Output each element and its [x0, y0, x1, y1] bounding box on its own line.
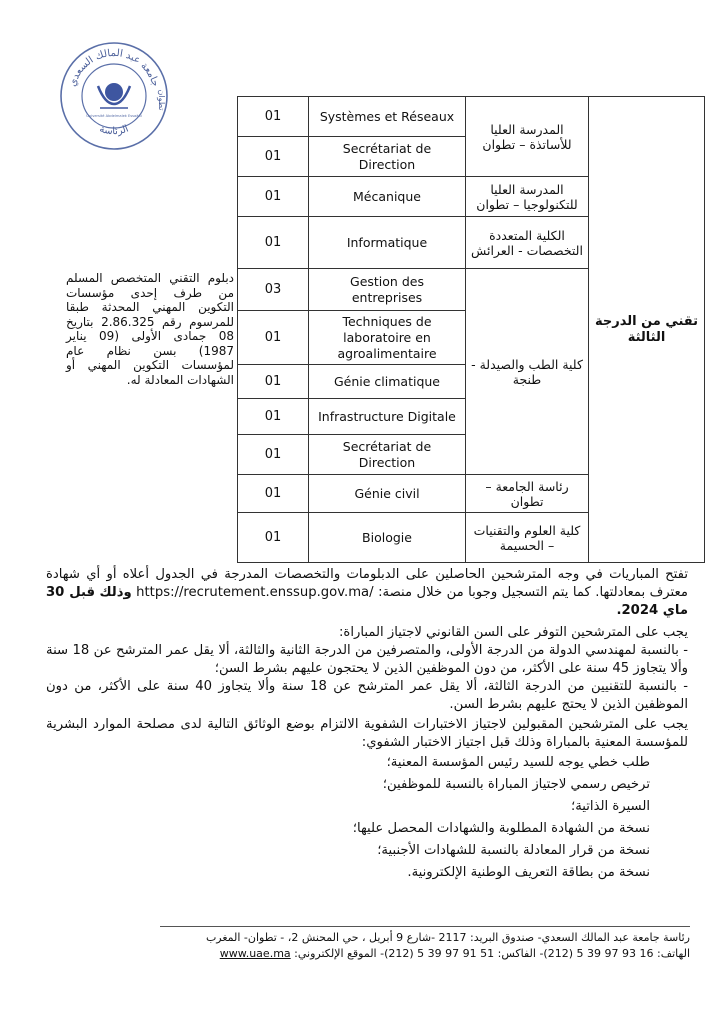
footer — [150, 930, 690, 962]
seal-inner-text: Université Abdelmalek Essaâdi — [86, 114, 142, 118]
post-count: 01 — [238, 311, 309, 365]
list-item: • نسخة من بطاقة التعريف الوطنية الإلكترونية. — [46, 864, 650, 882]
list-item: • ترخيص رسمي لاجتياز المباراة بالنسبة للموظفين؛ — [46, 776, 650, 794]
footer-website-link[interactable]: www.uae.ma — [219, 947, 291, 960]
documents-list — [46, 754, 688, 882]
post-count: 01 — [238, 513, 309, 563]
list-item: • نسخة من قرار المعادلة بالنسبة للشهادات الأجنبية؛ — [46, 842, 650, 860]
list-item: • طلب خطي يوجه للسيد رئيس المؤسسة المعنية؛ — [46, 754, 650, 772]
specialty: Gestion des entreprises — [309, 269, 466, 311]
age-condition-2: - بالنسبة للتقنيين من الدرجة الثالثة، ألا يقل عمر المترشح عن 18 سنة وألا يتجاوز 40 سنة على الأكثر، من دون الموظفين الذين لا يحتج عليهم بشرط السن. — [46, 679, 689, 712]
intro-paragraph — [46, 566, 688, 620]
footer-divider — [160, 926, 690, 927]
post-count: 01 — [238, 435, 309, 475]
institution: رئاسة الجامعة – تطوان — [466, 475, 589, 513]
footer-contacts-line — [150, 946, 690, 962]
intro-text: تفتح المباريات في وجه المترشحين الحاصلين على الدبلومات والتخصصات المدرجة في الجدول أعلاه أو أي شهادة معترف بمعادلتها. كما يتم التسجيل وجوبا من خلال منصة: — [46, 567, 688, 600]
institution: الكلية المتعددة التخصصات - العرائش — [466, 217, 589, 269]
post-count: 01 — [238, 475, 309, 513]
post-count: 01 — [238, 137, 309, 177]
footer-address: رئاسة جامعة عبد المالك السعدي- صندوق البريد: 2117 -شارع 9 أبريل ، حي المحنش 2، - تطوان- المغرب — [205, 931, 690, 944]
seal-top-text: جامعة عبد المالك السعدي — [67, 47, 161, 88]
specialty: Systèmes et Réseaux — [309, 97, 466, 137]
positions-table — [237, 96, 705, 563]
documents-intro: يجب على المترشحين المقبولين لاجتياز الاختبارات الشفوية الالتزام بوضع الوثائق التالية لدى مصلحة الموارد البشرية للمؤسسة المعنية بالمباراة وذلك قبل اجتياز الاختبار الشفوي: — [46, 717, 688, 750]
specialty: Infrastructure Digitale — [309, 399, 466, 435]
specialty: Secrétariat de Direction — [309, 137, 466, 177]
list-item: • السيرة الذاتية؛ — [46, 798, 650, 816]
post-count: 01 — [238, 217, 309, 269]
diploma-requirement: دبلوم التقني المتخصص المسلم من طرف إحدى مؤسسات التكوين المهني المحدثة طبقا للمرسوم رقم 2.86.325 بتاريخ 08 جمادى الأولى (09 يناير 1987) بسن نظام عام لمؤسسات التكوين المهني أو الشهادات المعادلة له. — [66, 271, 234, 387]
specialty: Mécanique — [309, 177, 466, 217]
specialty: Techniques de laboratoire en agroalimentaire — [309, 311, 466, 365]
seal-bottom-text: الرئاسة — [97, 123, 131, 138]
specialty: Génie civil — [309, 475, 466, 513]
seal-left-text: تطوان — [157, 89, 166, 111]
institution: المدرسة العليا للأساتذة – تطوان — [466, 97, 589, 177]
footer-contacts: الهاتف: 16 93 97 39 5 (212)- الفاكس: 51 91 97 39 5 (212)- الموقع الإلكتروني: — [294, 947, 690, 960]
age-condition-1: - بالنسبة لمهندسي الدولة من الدرجة الأولى، والمتصرفين من الدرجة الثانية والثالثة، ألا يقل عمر المترشح عن 18 سنة وألا يتجاوز 45 سنة على الأكثر، من دون الموظفين الذين لا يحتجون عليهم بشرط السن؛ — [46, 643, 689, 676]
deadline-prefix: وذلك — [99, 585, 132, 600]
post-count: 01 — [238, 177, 309, 217]
post-count: 01 — [238, 365, 309, 399]
post-count: 01 — [238, 97, 309, 137]
announcement-body — [46, 566, 688, 886]
institution: المدرسة العليا للتكنولوجيا – تطوان — [466, 177, 589, 217]
seal-emblem-icon — [98, 83, 130, 108]
specialty: Informatique — [309, 217, 466, 269]
list-item: • نسخة من الشهادة المطلوبة والشهادات المحصل عليها؛ — [46, 820, 650, 838]
institution: كلية الطب والصيدلة - طنجة — [466, 269, 589, 475]
specialty: Biologie — [309, 513, 466, 563]
post-count: 03 — [238, 269, 309, 311]
deadline-text: قبل 30 ماي 2024. — [46, 585, 688, 618]
specialty: Génie climatique — [309, 365, 466, 399]
age-title: يجب على المترشحين التوفر على السن القانوني لاجتياز المباراة: — [338, 625, 688, 640]
post-count: 01 — [238, 399, 309, 435]
specialty: Secrétariat de Direction — [309, 435, 466, 475]
svg-text:الرئاسة — [98, 123, 130, 137]
recruitment-link[interactable]: https://recrutement.enssup.gov.ma/ — [136, 585, 374, 600]
university-seal — [58, 40, 170, 152]
institution: كلية العلوم والتقنيات – الحسيمة — [466, 513, 589, 563]
grade-cell: تقني من الدرجة الثالثة — [589, 97, 705, 563]
